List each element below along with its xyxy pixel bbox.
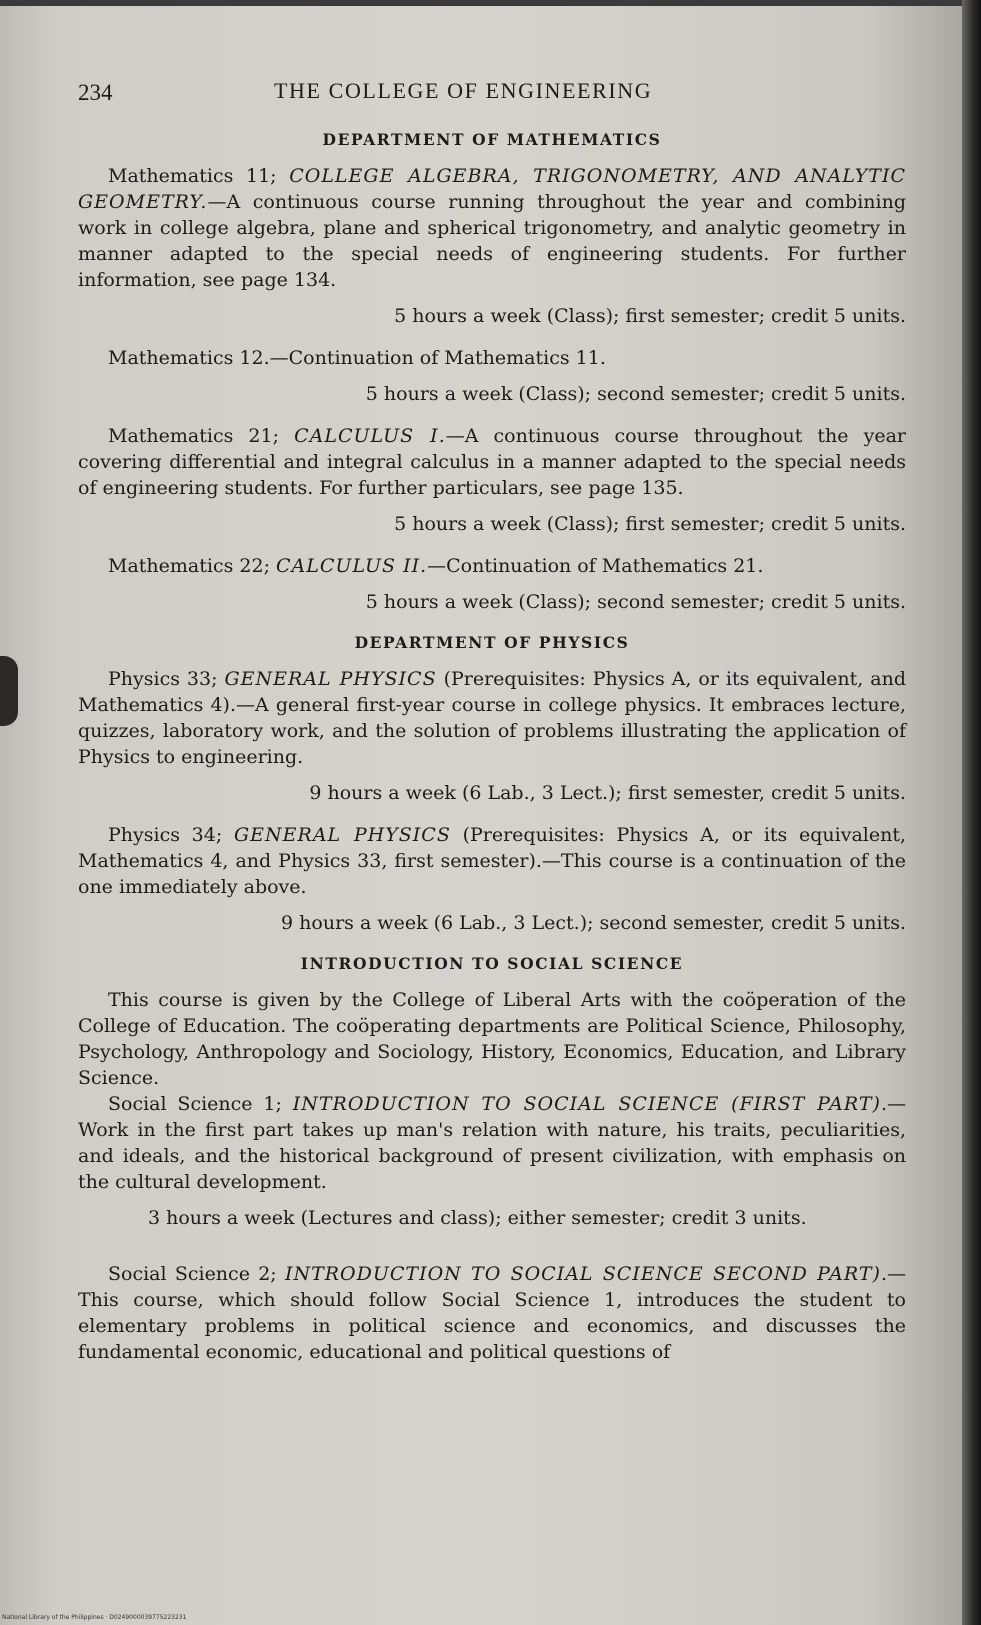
course-schedule: 5 hours a week (Class); first semester; credit 5 units. xyxy=(394,513,906,535)
course-code: Physics 34; xyxy=(108,824,223,846)
binding-mark xyxy=(0,656,18,726)
course-social-2 xyxy=(78,1261,906,1365)
course-title: INTRODUCTION TO SOCIAL SCIENCE (FIRST PART) xyxy=(292,1093,881,1115)
page-header xyxy=(78,72,906,112)
course-code: Mathematics 11; xyxy=(108,165,277,187)
course-title: GENERAL PHYSICS xyxy=(233,824,451,846)
course-title: GENERAL PHYSICS xyxy=(224,668,437,690)
book-spine xyxy=(962,0,981,1625)
scan-credit: National Library of the Philippines · D0249000039775223231 xyxy=(2,1614,187,1621)
course-description: —A continuous course running throughout the year and combining work in college algebra, plane and spherical trigonometry, and analytic geometry in manner adapted to the special needs of engineering students. For further information, see page 134. xyxy=(78,191,906,291)
course-title: COLLEGE ALGEBRA, TRIGONOMETRY, AND ANALYTIC GEOMETRY. xyxy=(78,165,907,213)
social-science-heading: INTRODUCTION TO SOCIAL SCIENCE xyxy=(300,954,684,973)
course-description: —Continuation of Mathematics 21. xyxy=(427,555,764,577)
course-code: Mathematics 22; xyxy=(108,555,270,577)
course-math-22 xyxy=(78,553,906,579)
course-code: Physics 33; xyxy=(108,668,218,690)
course-schedule: 9 hours a week (6 Lab., 3 Lect.); second semester, credit 5 units. xyxy=(281,912,906,934)
page-content xyxy=(78,72,906,1365)
course-schedule: 3 hours a week (Lectures and class); either semester; credit 3 units. xyxy=(148,1207,807,1229)
running-title: THE COLLEGE OF ENGINEERING xyxy=(274,78,653,103)
social-science-intro xyxy=(78,987,906,1091)
course-code: Social Science 1; xyxy=(108,1093,282,1115)
course-code: Mathematics 21; xyxy=(108,425,279,447)
course-math-21 xyxy=(78,423,906,501)
course-description: .—This course, which should follow Social Science 1, introduces the student to elementary problems in political science and economics, and discusses the fundamental economic, educational and political questions of xyxy=(78,1263,906,1363)
course-math-11 xyxy=(78,163,906,293)
math-heading: DEPARTMENT OF MATHEMATICS xyxy=(322,130,662,149)
course-social-1 xyxy=(78,1091,906,1195)
course-math-12 xyxy=(78,345,906,371)
book-page xyxy=(0,6,962,1625)
course-schedule: 5 hours a week (Class); first semester; credit 5 units. xyxy=(394,305,906,327)
page-number: 234 xyxy=(78,80,113,105)
course-description: (Prerequisites: Physics A, or its equivalent, Mathematics 4, and Physics 33, first semester).—This course is a continuation of the one immediately above. xyxy=(78,824,907,898)
course-schedule: 5 hours a week (Class); second semester; credit 5 units. xyxy=(365,591,906,613)
course-description: —A continuous course throughout the year covering differential and integral calculus in a manner adapted to the special needs of engineering students. For further particulars, see page 135. xyxy=(78,425,906,499)
course-title: INTRODUCTION TO SOCIAL SCIENCE SECOND PART) xyxy=(284,1263,881,1285)
course-schedule: 9 hours a week (6 Lab., 3 Lect.); first semester, credit 5 units. xyxy=(309,782,906,804)
course-text: Mathematics 12.—Continuation of Mathematics 11. xyxy=(108,347,606,369)
course-physics-34 xyxy=(78,822,906,900)
course-title: CALCULUS I. xyxy=(294,425,446,447)
course-schedule: 5 hours a week (Class); second semester; credit 5 units. xyxy=(365,383,906,405)
physics-heading: DEPARTMENT OF PHYSICS xyxy=(354,633,630,652)
course-description: .—Work in the first part takes up man's relation with nature, his traits, peculiarities, and ideals, and the historical background of present civilization, with emphasis on the cultural development. xyxy=(78,1093,906,1193)
course-physics-33 xyxy=(78,666,906,770)
course-description: (Prerequisites: Physics A, or its equivalent, and Mathematics 4).—A general first-year course in college physics. It embraces lecture, quizzes, laboratory work, and the solution of problems illustrating the application of Physics to engineering. xyxy=(78,668,906,768)
course-code: Social Science 2; xyxy=(108,1263,277,1285)
intro-text: This course is given by the College of Liberal Arts with the coöperation of the College of Education. The coöperating departments are Political Science, Philosophy, Psychology, Anthropology and Sociology, History, Economics, Education, and Library Science. xyxy=(78,989,906,1089)
course-title: CALCULUS II. xyxy=(276,555,428,577)
